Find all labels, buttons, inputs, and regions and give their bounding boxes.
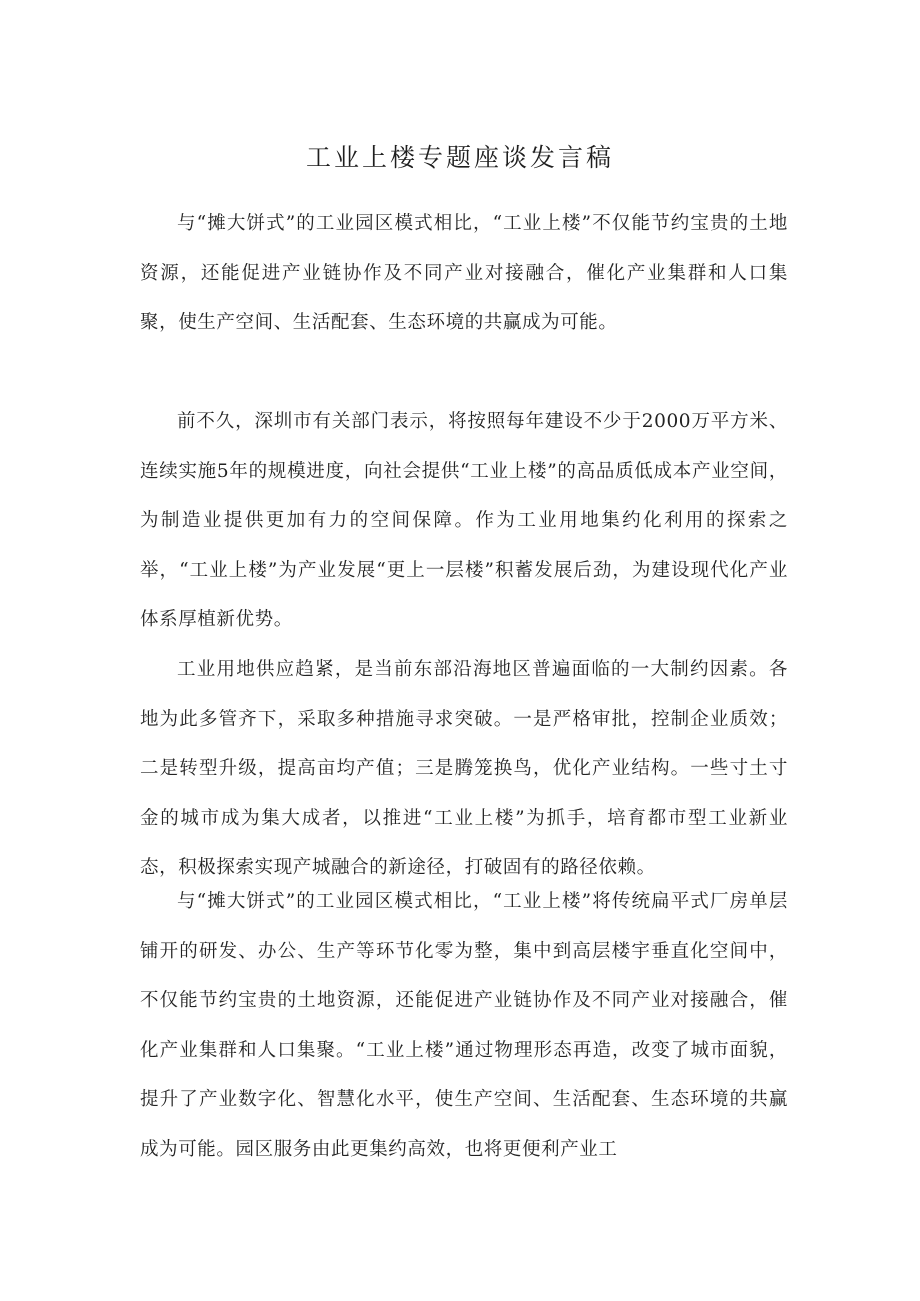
document-title: 工业上楼专题座谈发言稿 [305,143,614,172]
paragraph-4: 与“摊大饼式”的工业园区模式相比，“工业上楼”将传统扁平式厂房单层铺开的研发、办公、生产等环节化零为整，集中到高层楼宇垂直化空间中，不仅能节约宝贵的土地资源，还能促进产业链协作及不同产业对接融合，催化产业集群和人口集聚。“工业上楼”通过物理形态再造，改变了城市面貌，提升了产业数字化、智慧化水平，使生产空间、生活配套、生态环境的共赢成为可能。园区服务由此更集约高效，也将更便利产业工 [140,891,788,1160]
paragraph-3: 工业用地供应趋紧，是当前东部沿海地区普遍面临的一大制约因素。各地为此多管齐下，采取多种措施寻求突破。一是严格审批，控制企业质效；二是转型升级，提高亩均产值；三是腾笼换鸟，优化产业结构。一些寸土寸金的城市成为集大成者，以推进“工业上楼”为抓手，培育都市型工业新业态，积极探索实现产城融合的新途径，打破固有的路径依赖。 [140,659,788,879]
paragraph-1: 与“摊大饼式”的工业园区模式相比，“工业上楼”不仅能节约宝贵的土地资源，还能促进产业链协作及不同产业对接融合，催化产业集群和人口集聚，使生产空间、生活配套、生态环境的共赢成为可能。 [140,213,788,334]
paragraph-2: 前不久，深圳市有关部门表示，将按照每年建设不少于2000万平方米、连续实施5年的规模进度，向社会提供“工业上楼”的高品质低成本产业空间，为制造业提供更加有力的空间保障。作为工业用地集约化利用的探索之举，“工业上楼”为产业发展“更上一层楼”积蓄发展后劲，为建设现代化产业体系厚植新优势。 [140,411,788,631]
